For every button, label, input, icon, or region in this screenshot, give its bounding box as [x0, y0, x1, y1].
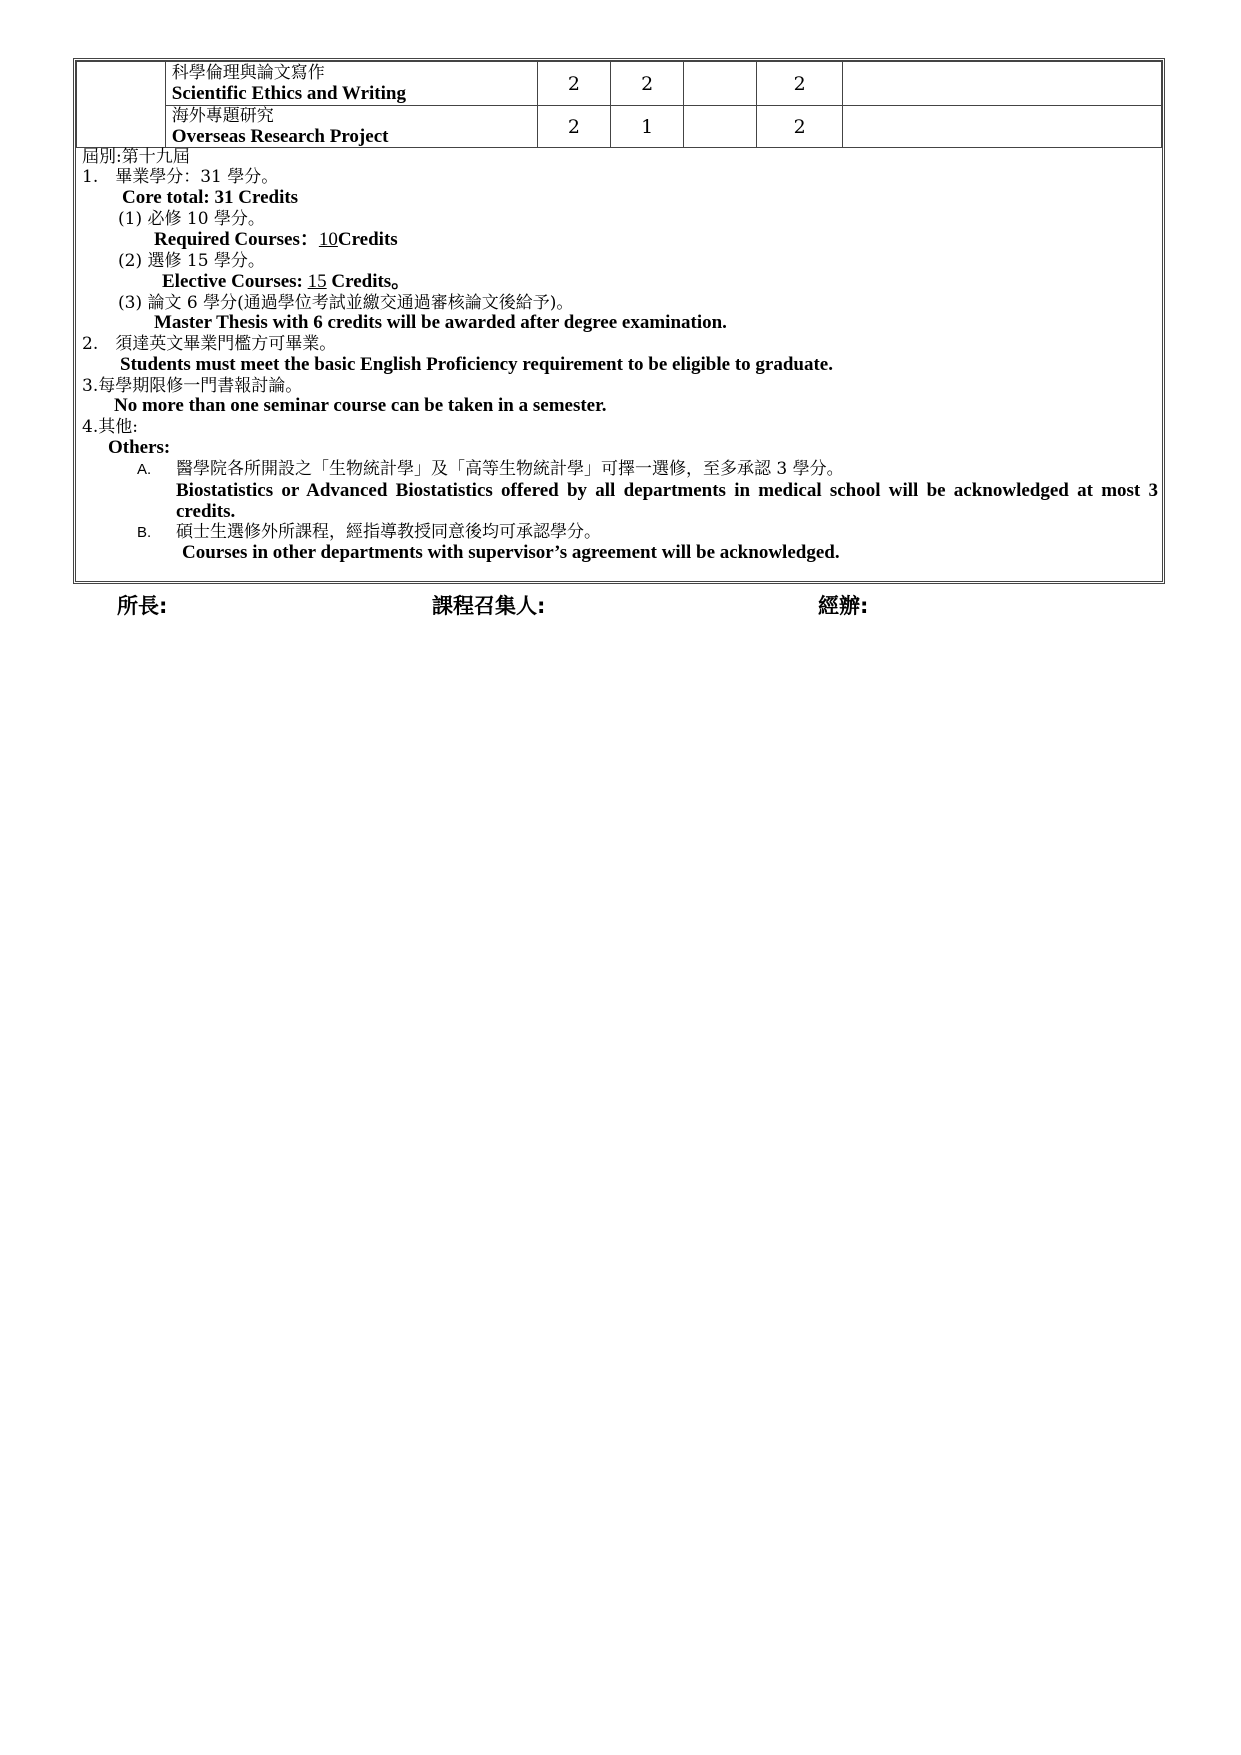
note-b-en: Courses in other departments with supervisor’s agreement will be acknowledged.	[182, 542, 840, 563]
remark-cell	[843, 62, 1162, 106]
note-1c-en: Master Thesis with 6 credits will be awarded after degree examination.	[154, 312, 727, 333]
note-b-marker: B.	[137, 524, 152, 541]
credit-cell: 2	[537, 106, 610, 148]
handler-signature-label: 經辦:	[818, 594, 869, 618]
note-2-zh: 2. 須達英文畢業門檻方可畢業。	[82, 334, 337, 354]
note-1a-zh: (1) 必修 10 學分。	[118, 209, 265, 229]
note-1b-zh: (2) 選修 15 學分。	[118, 251, 265, 271]
semester-cell: 2	[757, 106, 843, 148]
note-2-en: Students must meet the basic English Proficiency requirement to be eligible to graduate.	[120, 354, 833, 375]
elective-label: Elective Courses:	[162, 271, 308, 292]
course-name-en: Scientific Ethics and Writing	[171, 83, 406, 104]
note-a-en: Biostatistics or Advanced Biostatistics offered by all departments in medical school will be acknowledged at most 3 credits.	[176, 480, 1158, 522]
note-4-en: Others:	[108, 437, 171, 458]
note-a-marker: A.	[137, 461, 152, 478]
note-a-zh: 醫學院各所開設之「生物統計學」及「高等生物統計學」可擇一選修，至多承認 3 學分。	[176, 459, 844, 479]
required-credits: 10	[318, 229, 338, 250]
course-name-en: Overseas Research Project	[171, 126, 389, 147]
curriculum-frame	[73, 58, 1165, 584]
course-name-cell	[165, 62, 537, 106]
director-signature-label: 所長:	[117, 594, 168, 618]
hours-cell: 1	[611, 106, 684, 148]
course-name-zh: 海外專題研究	[171, 106, 274, 126]
cohort-label: 屆別:第十九屆	[82, 147, 190, 167]
note-1c-zh: (3) 論文 6 學分(通過學位考試並繳交通過審核論文後給予)。	[118, 293, 574, 313]
table-row	[77, 106, 1162, 148]
blank-cell	[684, 106, 757, 148]
convener-signature-label: 課程召集人:	[432, 594, 546, 618]
required-unit: Credits	[337, 229, 398, 250]
course-name-zh: 科學倫理與論文寫作	[171, 63, 325, 83]
note-3-zh: 3.每學期限修一門書報討論。	[82, 376, 303, 396]
note-4-zh: 4.其他:	[82, 417, 138, 437]
note-b-zh: 碩士生選修外所課程，經指導教授同意後均可承認學分。	[176, 522, 601, 542]
remark-cell	[843, 106, 1162, 148]
table-row	[77, 62, 1162, 106]
required-label: Required Courses：	[154, 229, 319, 250]
elective-credits: 15	[307, 271, 327, 292]
note-3-en: No more than one seminar course can be taken in a semester.	[114, 395, 607, 416]
note-1-zh: 1. 畢業學分：31 學分。	[82, 167, 279, 187]
elective-unit: Credits。	[326, 271, 411, 292]
note-1a-en	[154, 230, 398, 250]
note-1b-en	[162, 272, 410, 292]
category-cell	[77, 62, 166, 148]
hours-cell: 2	[611, 62, 684, 106]
blank-cell	[684, 62, 757, 106]
semester-cell: 2	[757, 62, 843, 106]
course-name-cell	[165, 106, 537, 148]
note-1-en: Core total: 31 Credits	[122, 187, 299, 208]
credit-cell: 2	[537, 62, 610, 106]
course-table	[76, 61, 1162, 148]
